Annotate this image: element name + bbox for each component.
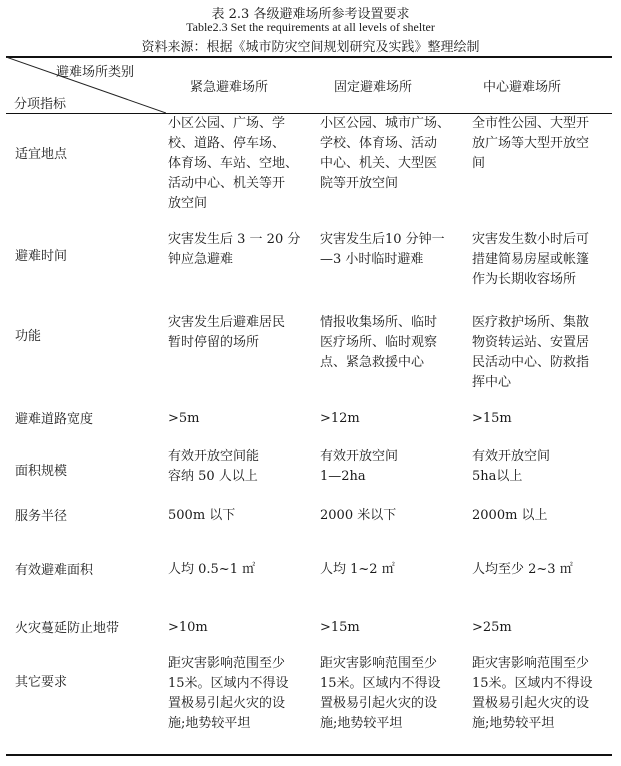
cell-line: 1—2ha — [320, 469, 366, 484]
cell-line: 容纳 50 人以上 — [168, 469, 258, 484]
table-cell — [320, 654, 460, 734]
cell-line: 人均至少 2~3 ㎡ — [472, 562, 573, 577]
table-cell — [320, 409, 460, 429]
table-cell — [320, 618, 460, 638]
table-title-cn: 表 2.3 各级避难场所参考设置要求 — [211, 7, 410, 22]
row-label: 避难道路宽度 — [15, 412, 94, 427]
table-cell — [472, 560, 612, 580]
cell-line: 钟应急避难 — [168, 252, 234, 267]
cell-line: 物资转运站、安置居 — [472, 335, 590, 350]
column-header-fixed: 固定避难场所 — [334, 80, 413, 95]
table-cell — [320, 560, 460, 580]
cell-line: 学校、体育场、活动 — [320, 136, 438, 151]
row-label: 服务半径 — [15, 509, 68, 524]
table-cell — [472, 447, 612, 487]
table-cell — [168, 654, 308, 734]
cell-line: —3 小时临时避难 — [320, 252, 424, 267]
cell-line: 院等开放空间 — [320, 176, 399, 191]
row-label: 避难时间 — [15, 249, 68, 264]
cell-line: 暂时停留的场所 — [168, 335, 260, 350]
cell-line: >12m — [320, 411, 360, 426]
cell-line: 作为长期收容场所 — [472, 272, 577, 287]
table-cell — [472, 114, 612, 174]
header-category-label: 避难场所类别 — [56, 65, 135, 80]
table-source: 资料来源：根据《城市防灾空间规划研究及实践》整理绘制 — [141, 40, 480, 55]
row-label: 面积规模 — [15, 464, 68, 479]
header-item-label: 分项指标 — [14, 97, 67, 112]
cell-line: 距灾害影响范围至少 — [168, 656, 286, 671]
table-cell — [320, 313, 460, 373]
cell-line: >5m — [168, 411, 200, 426]
table-cell — [320, 230, 460, 270]
table-cell — [168, 409, 308, 429]
table-cell — [472, 313, 612, 393]
cell-line: 医疗场所、临时观察 — [320, 335, 438, 350]
table-cell — [320, 447, 460, 487]
cell-line: 小区公园、城市广场、 — [320, 116, 451, 131]
table-cell — [320, 114, 460, 194]
cell-line: 置极易引起火灾的设 — [320, 696, 438, 711]
cell-line: 15米。区域内不得设 — [168, 676, 289, 691]
table-cell — [472, 618, 612, 638]
cell-line: 施;地势较平坦 — [168, 716, 251, 731]
cell-line: 距灾害影响范围至少 — [320, 656, 438, 671]
table-cell — [168, 506, 308, 526]
cell-line: >25m — [472, 620, 512, 635]
cell-line: 校、道路、停车场、 — [168, 136, 286, 151]
cell-line: 有效开放空间 — [320, 449, 399, 464]
cell-line: 情报收集场所、临时 — [320, 315, 438, 330]
table-title-en: Table2.3 Set the requirements at all levels of shelter — [186, 20, 435, 34]
cell-line: 置极易引起火灾的设 — [168, 696, 286, 711]
cell-line: 施;地势较平坦 — [472, 716, 555, 731]
cell-line: 措建简易房屋或帐篷 — [472, 252, 590, 267]
table-cell — [472, 654, 612, 734]
table-cell — [168, 618, 308, 638]
cell-line: 挥中心 — [472, 375, 512, 390]
cell-line: 灾害发生数小时后可 — [472, 232, 590, 247]
row-label: 有效避难面积 — [15, 563, 94, 578]
cell-line: 民活动中心、防救指 — [472, 355, 590, 370]
cell-line: 人均 0.5~1 ㎡ — [168, 562, 256, 577]
cell-line: 置极易引起火灾的设 — [472, 696, 590, 711]
cell-line: 15米。区域内不得设 — [320, 676, 441, 691]
cell-line: 2000 米以下 — [320, 508, 397, 523]
cell-line: 放广场等大型开放空 — [472, 136, 590, 151]
cell-line: 灾害发生后10 分钟一 — [320, 232, 445, 247]
table-cell — [472, 506, 612, 526]
cell-line: 灾害发生后 3 一 20 分 — [168, 232, 301, 247]
cell-line: 中心、机关、大型医 — [320, 156, 438, 171]
table-cell — [168, 560, 308, 580]
cell-line: 有效开放空间 — [472, 449, 551, 464]
table-cell — [168, 447, 308, 487]
table-cell — [168, 114, 308, 214]
cell-line: 活动中心、机关等开 — [168, 176, 286, 191]
cell-line: 医疗救护场所、集散 — [472, 315, 590, 330]
cell-line: >15m — [320, 620, 360, 635]
table-cell — [472, 230, 612, 290]
row-label: 火灾蔓延防止地带 — [15, 621, 120, 636]
cell-line: 小区公园、广场、学 — [168, 116, 286, 131]
row-label: 功能 — [15, 329, 42, 344]
table-cell — [320, 506, 460, 526]
cell-line: 放空间 — [168, 196, 208, 211]
table-cell — [168, 313, 308, 353]
table-cell — [168, 230, 308, 270]
cell-line: >15m — [472, 411, 512, 426]
table-bottom-rule — [6, 754, 612, 756]
cell-line: 间 — [472, 156, 486, 171]
cell-line: 距灾害影响范围至少 — [472, 656, 590, 671]
cell-line: 体育场、车站、空地、 — [168, 156, 299, 171]
row-label: 其它要求 — [15, 675, 68, 690]
table-cell — [472, 409, 612, 429]
column-header-central: 中心避难场所 — [483, 80, 562, 95]
cell-line: 15米。区域内不得设 — [472, 676, 593, 691]
cell-line: 5ha以上 — [472, 469, 523, 484]
cell-line: 有效开放空间能 — [168, 449, 260, 464]
cell-line: 灾害发生后避难居民 — [168, 315, 286, 330]
cell-line: 人均 1~2 ㎡ — [320, 562, 395, 577]
column-header-emergency: 紧急避难场所 — [190, 80, 269, 95]
cell-line: 全市性公园、大型开 — [472, 116, 590, 131]
cell-line: 2000m 以上 — [472, 508, 548, 523]
cell-line: 点、紧急救援中心 — [320, 355, 425, 370]
cell-line: >10m — [168, 620, 208, 635]
cell-line: 施;地势较平坦 — [320, 716, 403, 731]
row-label: 适宜地点 — [15, 147, 68, 162]
cell-line: 500m 以下 — [168, 508, 236, 523]
